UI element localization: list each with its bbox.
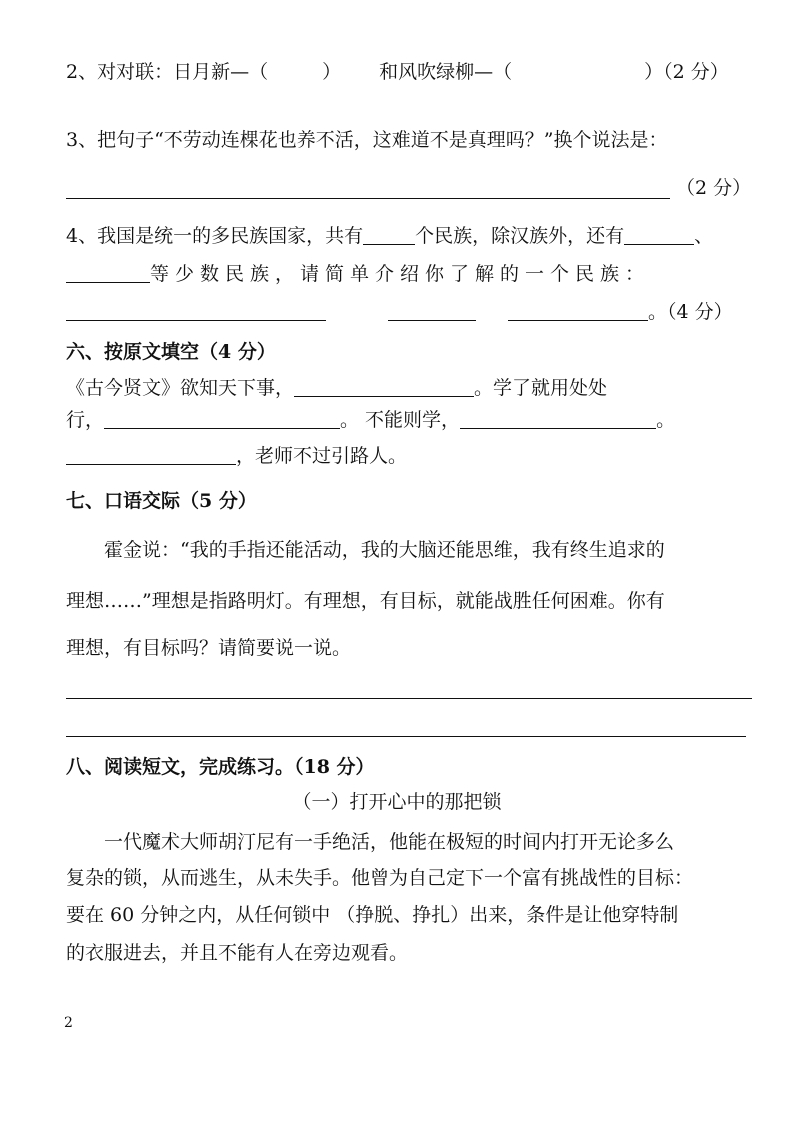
q4-end: 。（4 分） [648,301,733,323]
section-8-title: 八、阅读短文，完成练习。（18 分） [66,756,375,778]
q4-line-2 [66,262,650,286]
s6-blank-3[interactable] [460,408,656,429]
q4-text-c: 、 [694,225,714,247]
q2-score: ）（2 分） [644,61,729,83]
s6-l3: ，老师不过引路人。 [236,445,408,467]
q4-line-1 [66,224,713,248]
q4-answer-line-c[interactable] [508,320,648,321]
q3-text: 3、把句子“不劳动连棵花也养不活，这难道不是真理吗？”换个说法是： [66,129,668,151]
s7-paragraph-3: 理想，有目标吗？请简要说一说。 [66,637,352,659]
s7-paragraph-2: 理想……”理想是指路明灯。有理想，有目标，就能战胜任何困难。你有 [66,590,665,612]
q3-score: （2 分） [676,177,752,199]
q4-answer-line-b[interactable] [388,320,476,321]
s6-blank-2[interactable] [104,408,340,429]
q4-text-a: 4、我国是统一的多民族国家，共有 [66,225,364,247]
q4-blank-ethnic-2[interactable] [66,262,150,283]
q2-second: 和风吹绿柳—（ [379,61,513,83]
q4-answer-line-a[interactable] [66,320,326,321]
s6-l2c: 。 [656,409,676,431]
s8-subtitle: （一）打开心中的那把锁 [292,791,502,813]
s6-l1b: 。学了就用处处 [474,377,608,399]
q4-text-b: 个民族，除汉族外，还有 [415,225,625,247]
s6-l2b: 。 不能则学， [340,409,461,431]
s6-line-2 [66,408,675,432]
section-7-title: 七、口语交际（5 分） [66,490,257,512]
s6-line-3 [66,444,407,468]
s7-answer-line-1[interactable] [66,698,752,699]
s8-paragraph-2: 复杂的锁，从而逃生，从未失手。他曾为自己定下一个富有挑战性的目标： [66,867,694,889]
q2-close: ） [322,61,342,83]
page-number: 2 [64,1015,73,1031]
s6-blank-4[interactable] [66,444,236,465]
s6-l1a: 《古今贤文》欲知天下事， [66,377,295,399]
section-6-title: 六、按原文填空（4 分） [66,341,276,363]
s8-paragraph-4: 的衣服进去，并且不能有人在旁边观看。 [66,942,409,964]
q2-line [66,60,729,84]
q4-blank-count[interactable] [363,224,415,245]
s8-paragraph-1: 一代魔术大师胡汀尼有一手绝活，他能在极短的时间内打开无论多么 [104,831,675,853]
s6-line-1 [66,376,607,400]
s6-blank-1[interactable] [294,376,474,397]
s7-paragraph-1: 霍金说：“我的手指还能活动，我的大脑还能思维，我有终生追求的 [104,539,665,561]
q4-text-d: 等少数民族，请简单介绍你了解的一个民族： [150,263,651,285]
s6-l2a: 行， [66,409,105,431]
q2-label: 2、对对联：日月新—（ [66,61,269,83]
q4-blank-ethnic-1[interactable] [624,224,694,245]
s7-answer-line-2[interactable] [66,736,746,737]
q3-answer-line[interactable] [66,198,670,199]
s8-paragraph-3: 要在 60 分钟之内，从任何锁中 （挣脱、挣扎）出来，条件是让他穿特制 [66,904,679,926]
